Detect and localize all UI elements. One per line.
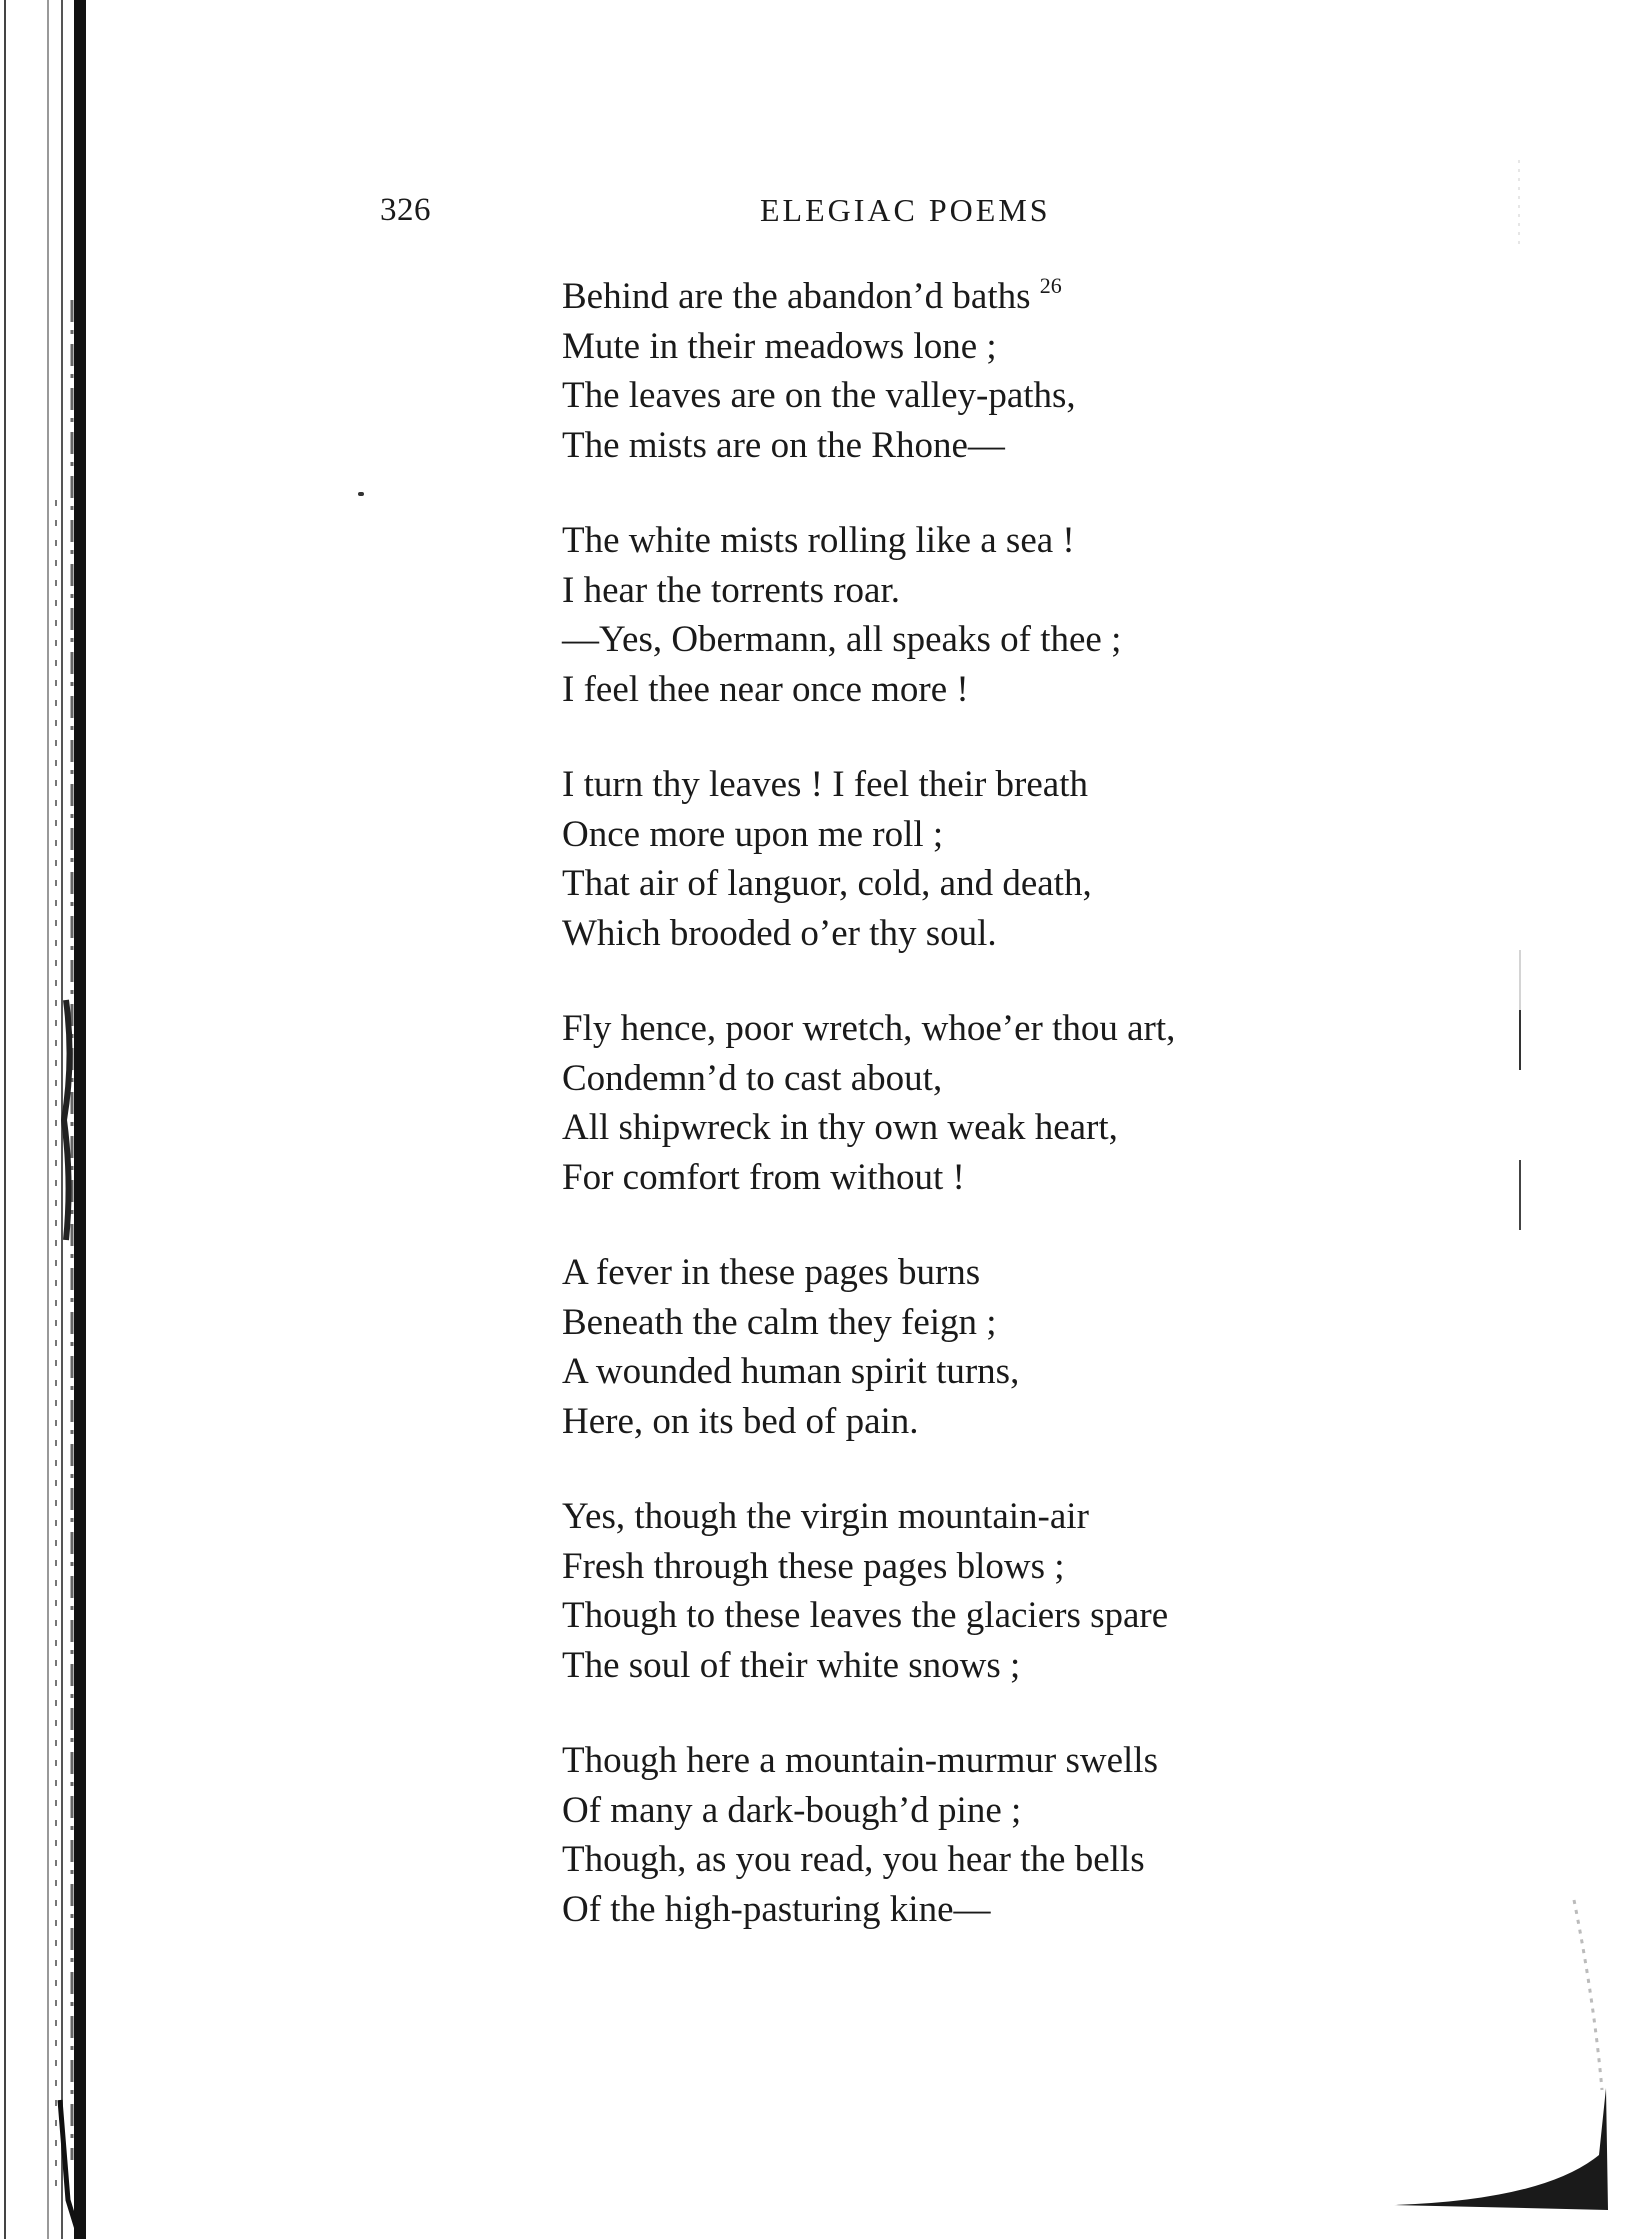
poem-line: The soul of their white snows ; (562, 1644, 1021, 1686)
stanza-7 (562, 1736, 1322, 1934)
poem-line: Here, on its bed of pain. (562, 1400, 919, 1442)
poem-line: —Yes, Obermann, all speaks of thee ; (562, 619, 1122, 660)
poem-line: Though to these leaves the glaciers spare (562, 1595, 1169, 1636)
running-title: ELEGIAC POEMS (760, 192, 1051, 228)
poem-line: Fly hence, poor wretch, whoe’er thou art, (562, 1008, 1176, 1049)
poem-line: Fresh through these pages blows ; (562, 1545, 1065, 1587)
stanza-6 (562, 1492, 1322, 1690)
poem-line: The white mists rolling like a sea ! (562, 520, 1075, 561)
poem-line: The mists are on the Rhone— (562, 424, 1005, 466)
poem-line (562, 272, 1322, 322)
poem-line: I feel thee near once more ! (562, 668, 969, 710)
poem-line: Condemn’d to cast about, (562, 1057, 943, 1099)
poem-line: Of the high-pasturing kine— (562, 1888, 991, 1930)
poem-line: I hear the torrents roar. (562, 569, 900, 611)
poem-line: Once more upon me roll ; (562, 813, 944, 855)
page-number: 326 (380, 192, 431, 228)
poem-line: I turn thy leaves ! I feel their breath (562, 764, 1088, 805)
stanza-4 (562, 1004, 1322, 1202)
poem-line: The leaves are on the valley-paths, (562, 375, 1076, 416)
stanza-2 (562, 516, 1322, 714)
poem-line: Which brooded o’er thy soul. (562, 912, 997, 954)
poem-line: For comfort from without ! (562, 1156, 965, 1198)
stanza-5 (562, 1248, 1322, 1446)
scan-speck (358, 492, 364, 496)
book-gutter-edge (0, 0, 100, 2239)
poem-line: All shipwreck in thy own weak heart, (562, 1107, 1118, 1148)
poem-line: Though, as you read, you hear the bells (562, 1839, 1145, 1880)
poem-line: Mute in their meadows lone ; (562, 325, 997, 367)
page-edge-shadow (1394, 0, 1634, 2239)
poem-line-text: Behind are the abandon’d baths (562, 276, 1031, 317)
poem-line: A fever in these pages burns (562, 1252, 981, 1293)
poem-line: Of many a dark-bough’d pine ; (562, 1789, 1022, 1831)
running-head (380, 192, 1100, 240)
stanza-3 (562, 760, 1322, 958)
poem-line: A wounded human spirit turns, (562, 1351, 1020, 1392)
poem-line: Yes, though the virgin mountain-air (562, 1496, 1089, 1537)
poem-line: Though here a mountain-murmur swells (562, 1740, 1158, 1781)
poem-line: Beneath the calm they feign ; (562, 1301, 997, 1343)
footnote-reference: 26 (1039, 273, 1062, 298)
poem-line: That air of languor, cold, and death, (562, 863, 1092, 904)
stanza-1 (562, 272, 1322, 470)
poem-body (562, 272, 1322, 1980)
